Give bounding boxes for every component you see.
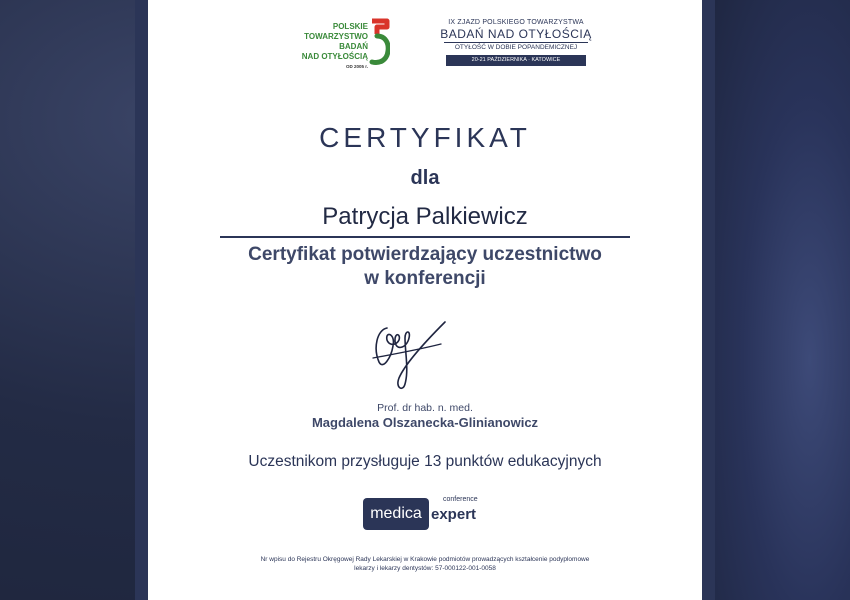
congress-line-3: OTYŁOŚĆ W DOBIE POPANDEMICZNEJ — [444, 42, 588, 53]
signature-image — [365, 318, 485, 398]
background-right — [715, 0, 850, 600]
congress-logo — [440, 18, 592, 74]
congress-line-1: IX ZJAZD POLSKIEGO TOWARZYSTWA — [448, 19, 584, 26]
subtitle-line-1: Certyfikat potwierdzający uczestnictwo — [248, 244, 602, 265]
name-underline — [220, 236, 630, 238]
certificate-title: CERTYFIKAT — [319, 122, 531, 153]
signer-name: Magdalena Olszanecka-Glinianowicz — [311, 415, 539, 430]
subtitle-line-2: w konferencji — [364, 268, 486, 289]
medica-expert-label: expert — [431, 506, 477, 523]
pto-logo-mark-icon — [368, 18, 390, 68]
pto-since: OD 2005 r. — [345, 64, 368, 69]
pto-logo — [292, 18, 392, 74]
congress-line-2: BADAŃ NAD OTYŁOŚCIĄ — [440, 27, 592, 41]
pto-line-1: POLSKIE — [332, 22, 368, 31]
pto-line-2: TOWARZYSTWO — [304, 32, 368, 41]
certificate-subtitle — [148, 243, 702, 291]
footer-line-2: lekarzy i lekarzy dentystów: 57-000122-001-0058 — [354, 564, 496, 572]
certificate-for: dla — [410, 167, 440, 189]
pto-line-3: BADAŃ — [339, 42, 368, 51]
pto-line-4: NAD OTYŁOŚCIĄ — [301, 52, 368, 61]
pto-logo-text — [292, 22, 368, 62]
registry-footer — [200, 556, 650, 573]
signer-title: Prof. dr hab. n. med. — [377, 402, 473, 414]
medica-box: medica — [363, 498, 429, 530]
congress-date-bar: 20-21 PAŹDZIERNIKA · KATOWICE — [446, 55, 586, 66]
medica-conference-label: conference — [443, 496, 478, 503]
footer-line-1: Nr wpisu do Rejestru Okręgowej Rady Lekarskiej w Krakowie podmiotów prowadzących kształcenie podyplomowe — [260, 556, 590, 563]
recipient-name: Patrycja Palkiewicz — [322, 203, 528, 230]
medica-expert-logo — [363, 496, 493, 534]
points-statement: Uczestnikom przysługuje 13 punktów edukacyjnych — [248, 453, 602, 470]
